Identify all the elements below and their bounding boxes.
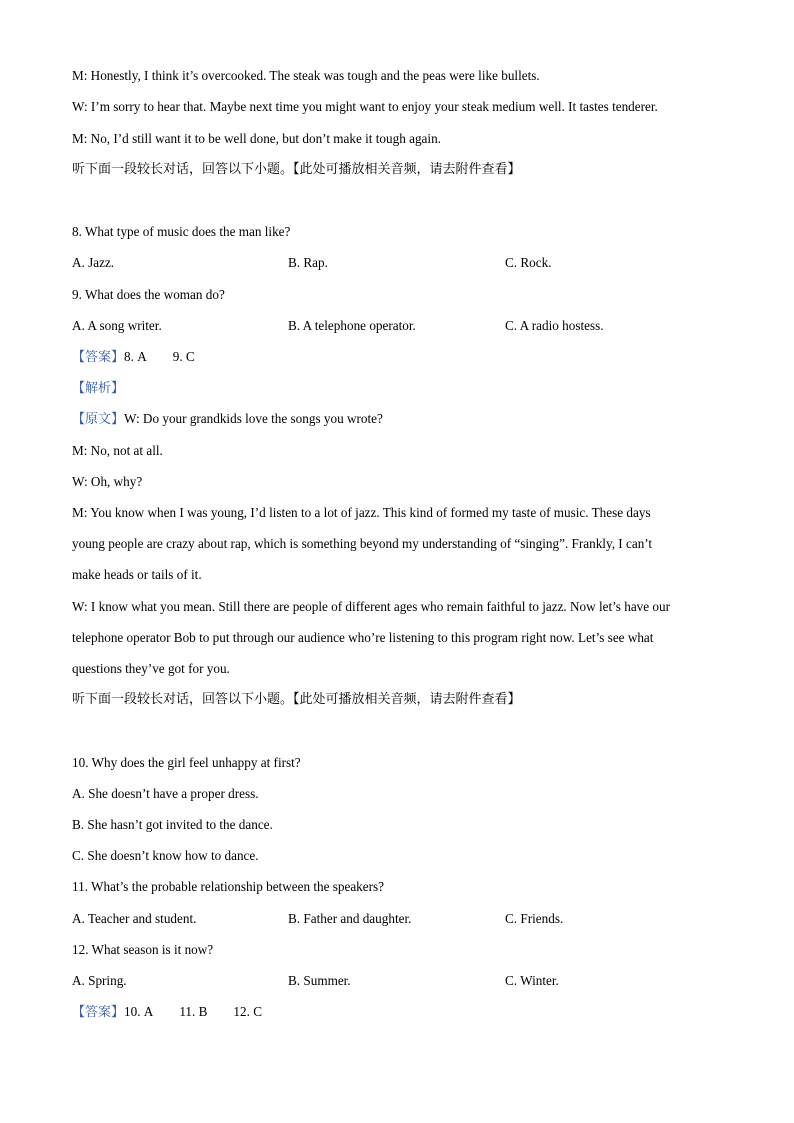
script-line-5: young people are crazy about rap, which is something beyond my understanding of “singing”. Frankly, I can’t	[72, 536, 653, 551]
q9-option-b: B. A telephone operator.	[288, 318, 416, 333]
original-tag: 【原文】	[72, 412, 125, 427]
q10-option-b: B. She hasn’t got invited to the dance.	[72, 817, 273, 832]
q12-option-b: B. Summer.	[288, 973, 351, 988]
answer-12: 12. C	[233, 1004, 262, 1019]
script-line-4: M: You know when I was young, I’d listen to a lot of jazz. This kind of formed my taste of music. These days	[72, 505, 651, 520]
script-line-1: W: Do your grandkids love the songs you wrote?	[124, 411, 383, 426]
dialogue-line-1: M: Honestly, I think it’s overcooked. The steak was tough and the peas were like bullets.	[72, 68, 540, 83]
analysis-tag: 【解析】	[72, 381, 125, 396]
q11-option-b: B. Father and daughter.	[288, 911, 412, 926]
answer-10: 10. A	[124, 1004, 154, 1019]
q10-option-a: A. She doesn’t have a proper dress.	[72, 786, 259, 801]
answer-line-1	[72, 349, 195, 366]
q9-option-a: A. A song writer.	[72, 318, 162, 333]
original-text-line	[72, 411, 383, 428]
question-9: 9. What does the woman do?	[72, 287, 225, 302]
audio-instruction-2: 听下面一段较长对话，回答以下小题。【此处可播放相关音频，请去附件查看】	[72, 692, 521, 707]
question-11: 11. What’s the probable relationship between the speakers?	[72, 879, 384, 894]
answer-tag-2: 【答案】	[72, 1005, 125, 1020]
q10-option-c: C. She doesn’t know how to dance.	[72, 848, 259, 863]
question-8: 8. What type of music does the man like?	[72, 224, 291, 239]
answer-11: 11. B	[179, 1004, 208, 1019]
dialogue-line-3: M: No, I’d still want it to be well done, but don’t make it tough again.	[72, 131, 441, 146]
script-line-7: W: I know what you mean. Still there are people of different ages who remain faithful to jazz. Now let’s have our	[72, 599, 671, 614]
answer-9: 9. C	[172, 349, 195, 364]
answer-line-2	[72, 1004, 262, 1021]
q11-option-a: A. Teacher and student.	[72, 911, 197, 926]
audio-instruction: 听下面一段较长对话，回答以下小题。【此处可播放相关音频，请去附件查看】	[72, 162, 521, 177]
script-line-2: M: No, not at all.	[72, 443, 163, 458]
script-line-9: questions they’ve got for you.	[72, 661, 230, 676]
script-line-3: W: Oh, why?	[72, 474, 143, 489]
q11-option-c: C. Friends.	[505, 911, 564, 926]
q8-option-c: C. Rock.	[505, 255, 552, 270]
q8-option-b: B. Rap.	[288, 255, 328, 270]
q12-option-a: A. Spring.	[72, 973, 127, 988]
question-12: 12. What season is it now?	[72, 942, 214, 957]
answer-tag: 【答案】	[72, 350, 125, 365]
question-10: 10. Why does the girl feel unhappy at first?	[72, 755, 301, 770]
q12-option-c: C. Winter.	[505, 973, 559, 988]
q9-option-c: C. A radio hostess.	[505, 318, 604, 333]
script-line-6: make heads or tails of it.	[72, 567, 202, 582]
analysis-line	[72, 380, 124, 397]
answer-8: 8. A	[124, 349, 147, 364]
script-line-8: telephone operator Bob to put through our audience who’re listening to this program right now. Let’s see what	[72, 630, 654, 645]
dialogue-line-2: W: I’m sorry to hear that. Maybe next time you might want to enjoy your steak medium well. It tastes tenderer.	[72, 99, 658, 114]
q8-option-a: A. Jazz.	[72, 255, 115, 270]
